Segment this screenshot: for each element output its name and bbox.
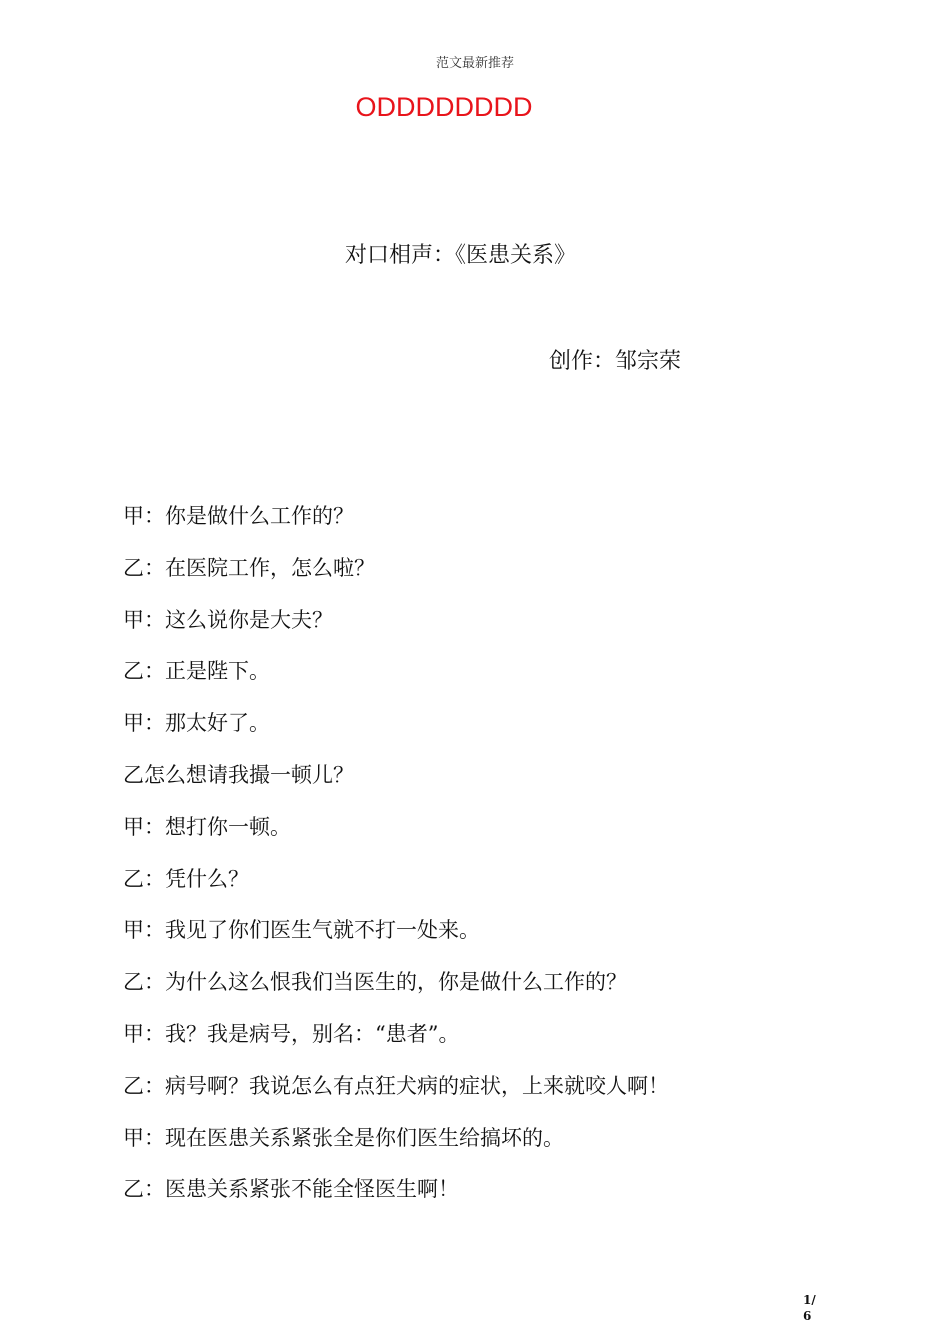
- dialogue-line: 乙怎么想请我撮一顿儿？: [123, 762, 354, 787]
- page-number: [803, 1292, 823, 1324]
- dialogue-line: 乙：病号啊？我说怎么有点狂犬病的症状，上来就咬人啊！: [123, 1073, 669, 1098]
- dialogue-line: 甲：我见了你们医生气就不打一处来。: [123, 918, 480, 943]
- page-number-total: 6: [803, 1309, 812, 1323]
- dialogue-line: 甲：这么说你是大夫？: [123, 607, 333, 632]
- dialogue-line: 乙：凭什么？: [123, 866, 249, 891]
- dialogue-line: 甲：想打你一顿。: [123, 814, 291, 839]
- dialogue-line: 甲：那太好了。: [123, 711, 270, 736]
- page-header: 范文最新推荐: [435, 56, 514, 71]
- dialogue-line: 甲：我？我是病号，别名：“患者”。: [123, 1021, 460, 1046]
- dialogue-line: 甲：现在医患关系紧张全是你们医生给搞坏的。: [123, 1125, 564, 1150]
- dialogue-line: 乙：正是陛下。: [123, 659, 270, 684]
- dialogue-line: 乙：医患关系紧张不能全怪医生啊！: [123, 1177, 459, 1202]
- page-number-current: 1/: [803, 1293, 816, 1307]
- dialogue-line: 乙：在医院工作，怎么啦？: [123, 555, 375, 580]
- red-garbled-title: ODDDDDDDD: [355, 92, 533, 122]
- dialogue-line: 甲：你是做什么工作的？: [123, 504, 354, 528]
- dialogue-list: [123, 500, 823, 1225]
- document-title: 对口相声：《医患关系》: [345, 243, 577, 268]
- dialogue-line: 乙：为什么这么恨我们当医生的，你是做什么工作的？: [123, 970, 627, 995]
- author-line: 创作：邹宗荣: [549, 349, 682, 374]
